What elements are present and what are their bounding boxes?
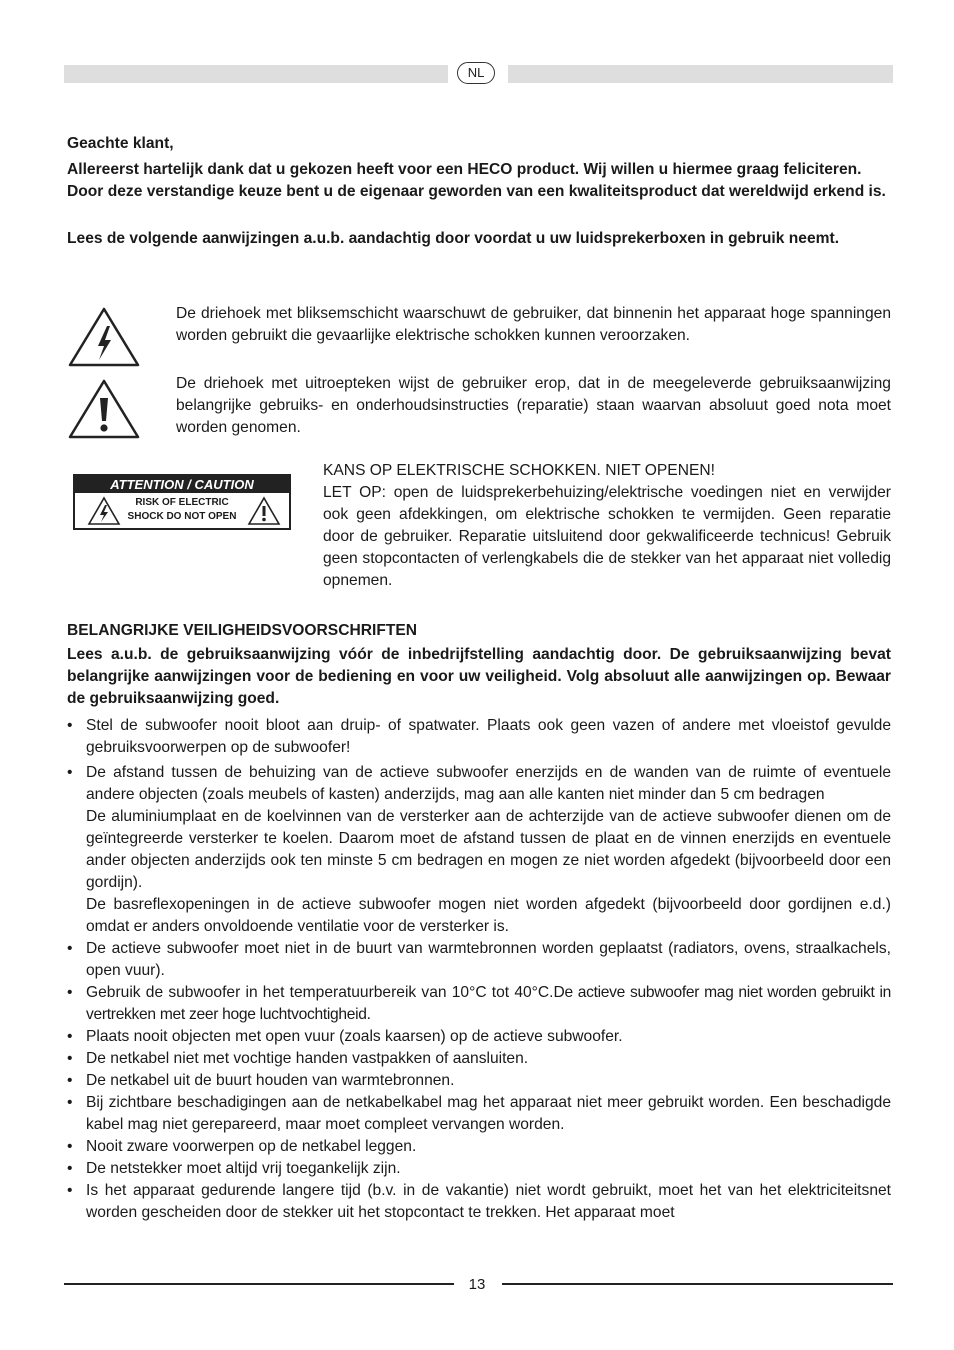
- list-item: • De netstekker moet altijd vrij toegankelijk zijn.: [67, 1158, 891, 1180]
- page-number: 13: [468, 1276, 486, 1293]
- safety-list: [67, 715, 891, 1224]
- caution-exclamation-icon: [247, 496, 281, 526]
- list-item: • De netkabel niet met vochtige handen vastpakken of aansluiten.: [67, 1048, 891, 1070]
- shock-text: LET OP: open de luidsprekerbehuizing/elektrische voedingen niet en verwijder ook geen afdekkingen, om elektrische schokken te vermijden. Geen reparatie door de gebruiker. Reparatie uitsluitend door gekwalificeerde technicus! Gebruik geen stopcontacten of verlengkabels die de stekker van het apparaat niet volledig opnemen.: [323, 484, 891, 589]
- caution-label: [73, 474, 291, 530]
- lightning-warning-icon: [68, 306, 140, 368]
- list-item-continuation: De aluminiumplaat en de koelvinnen van de versterker aan de achterzijde van de actieve subwoofer dienen om de geïntegreerde versterker te koelen. Daarom moet de afstand tussen de plaat en de vinnen enerzijds en eventuele ander objecten anderzijds ook ten minste 5 cm bedragen en mogen ze niet worden afgedekt (bijvoorbeeld door een gordijn).: [86, 808, 891, 891]
- list-item: • Plaats nooit objecten met open vuur (zoals kaarsen) op de actieve subwoofer.: [67, 1026, 891, 1048]
- intro-thanks: Allereerst hartelijk dank dat u gekozen heeft voor een HECO product. Wij willen u hiermee graag feliciteren. Door deze verstandige keuze bent u de eigenaar geworden van een kwaliteitsproduct dat wereldwijd erkend is.: [67, 161, 886, 200]
- list-item: • De actieve subwoofer moet niet in de buurt van warmtebronnen worden geplaatst (radiators, ovens, straalkachels, open vuur).: [67, 938, 891, 982]
- header-bar-left: [64, 65, 448, 83]
- shock-heading: KANS OP ELEKTRISCHE SCHOKKEN. NIET OPENEN!: [323, 462, 715, 479]
- exclamation-warning-text: De driehoek met uitroepteken wijst de gebruiker erop, dat in de meegeleverde gebruiksaanwijzing belangrijke gebruiks- en onderhoudsinstructies (reparatie) staan waarvan absoluut goed nota moet worden genomen.: [176, 375, 891, 436]
- list-item: • De netkabel uit de buurt houden van warmtebronnen.: [67, 1070, 891, 1092]
- list-item: • Bij zichtbare beschadigingen aan de netkabelkabel mag het apparaat niet meer gebruikt worden. Een beschadigde kabel mag niet gerepareerd, maar moet compleet vervangen worden.: [67, 1092, 891, 1136]
- list-item: • Nooit zware voorwerpen op de netkabel leggen.: [67, 1136, 891, 1158]
- list-item: • Gebruik de subwoofer in het temperatuurbereik van 10°C tot 40°C.De actieve subwoofer mag niet worden gebruikt in vertrekken met zeer hoge luchtvochtigheid.: [67, 982, 891, 1026]
- list-item: • Stel de subwoofer nooit bloot aan druip- of spatwater. Plaats ook geen vazen of andere met vloeistof gevulde gebruiksvoorwerpen op de subwoofer!: [67, 715, 891, 759]
- language-badge: NL: [457, 62, 495, 84]
- caution-text: RISK OF ELECTRIC SHOCK DO NOT OPEN: [127, 497, 237, 522]
- list-item-continuation: De basreflexopeningen in de actieve subwoofer mogen niet worden afgedekt (bijvoorbeeld door gordijnen e.d.) omdat er anders onvoldoende ventilatie voor de versterker is.: [86, 896, 891, 935]
- caution-title: ATTENTION / CAUTION: [75, 476, 289, 493]
- salutation: Geachte klant,: [67, 135, 174, 152]
- header-bar-right: [508, 65, 893, 83]
- lightning-warning-text: De driehoek met bliksemschicht waarschuwt de gebruiker, dat binnenin het apparaat hoge spanningen worden gebruikt die gevaarlijke elektrische schokken kunnen veroorzaken.: [176, 305, 891, 344]
- intro-read: Lees de volgende aanwijzingen a.u.b. aandachtig door voordat u uw luidsprekerboxen in gebruik neemt.: [67, 230, 840, 247]
- footer-rule-right: [502, 1283, 893, 1285]
- list-item: • De afstand tussen de behuizing van de actieve subwoofer enerzijds en de wanden van de ruimte of eventuele andere objecten (zoals meubels of kasten) anderzijds, mag aan alle kanten niet minder dan 5 cm bedragen: [67, 762, 891, 806]
- footer-rule-left: [64, 1283, 454, 1285]
- safety-heading: BELANGRIJKE VEILIGHEIDSVOORSCHRIFTEN: [67, 622, 418, 639]
- safety-intro: Lees a.u.b. de gebruiksaanwijzing vóór de inbedrijfstelling aandachtig door. De gebruiksaanwijzing bevat belangrijke aanwijzingen voor de bediening en voor uw veiligheid. Volg absoluut alle aanwijzingen op. Bewaar de gebruiksaanwijzing goed.: [67, 646, 891, 707]
- exclamation-warning-icon: [68, 378, 140, 440]
- list-item: • Is het apparaat gedurende langere tijd (b.v. in de vakantie) niet wordt gebruikt, moet het van het elektriciteitsnet worden gescheiden door de stekker uit het stopcontact te trekken. Het apparaat moet: [67, 1180, 891, 1224]
